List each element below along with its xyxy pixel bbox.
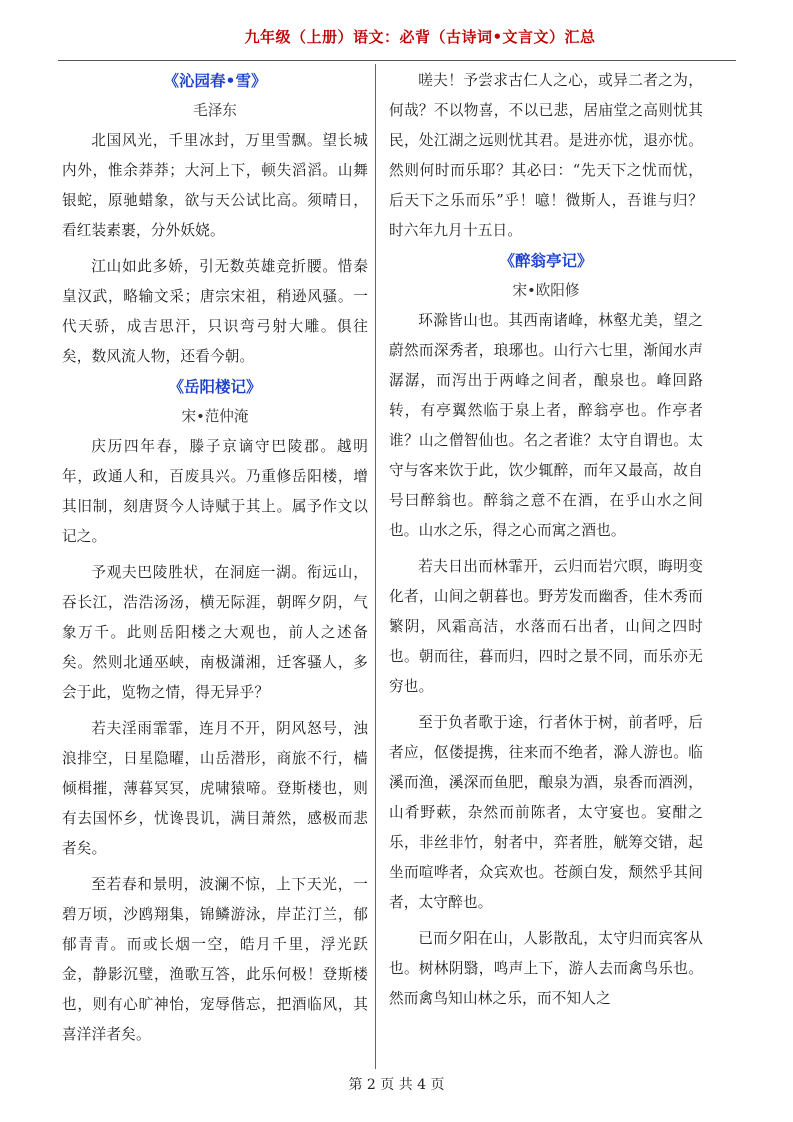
poem-stanza: 北国风光，千里冰封，万里雪飘。望长城内外，惟余莽莽；大河上下，顿失滔滔。山舞银蛇，原驰蜡象，欲与天公试比高。须晴日，看红装素裹，分外妖娆。 (62, 132, 368, 239)
essay-paragraph: 环滁皆山也。其西南诸峰，林壑尤美，望之蔚然而深秀者，琅琊也。山行六七里，渐闻水声潺潺，而泻出于两峰之间者，酿泉也。峰回路转，有亭翼然临于泉上者，醉翁亭也。作亭者谁？山之僧智仙也。名之者谁？太守自谓也。太守与客来饮于此，饮少辄醉，而年又最高，故自号曰醉翁也。醉翁之意不在酒，在乎山水之间也。山水之乐，得之心而寓之酒也。 (389, 312, 703, 539)
page-number: 第 2 页 共 4 页 (348, 1077, 445, 1093)
poem-stanza: 江山如此多娇，引无数英雄竞折腰。惜秦皇汉武，略输文采；唐宗宋祖，稍逊风骚。一代天骄，成吉思汗，只识弯弓射大雕。俱往矣，数风流人物，还看今朝。 (62, 258, 368, 365)
essay-author: 宋•欧阳修 (512, 282, 580, 299)
essay-paragraph: 至若春和景明，波澜不惊，上下天光，一碧万顷，沙鸥翔集，锦鳞游泳，岸芷汀兰，郁郁青青。而或长烟一空，皓月千里，浮光跃金，静影沉璧，渔歌互答，此乐何极！登斯楼也，则有心旷神怡，宠辱偕忘，把酒临风，其喜洋洋者矣。 (62, 876, 368, 1043)
essay-paragraph: 已而夕阳在山，人影散乱，太守归而宾客从也。树林阴翳，鸣声上下，游人去而禽鸟乐也。然而禽鸟知山林之乐，而不知人之 (389, 930, 703, 1007)
essay-paragraph: 予观夫巴陵胜状，在洞庭一湖。衔远山，吞长江，浩浩汤汤，横无际涯，朝晖夕阴，气象万千。此则岳阳楼之大观也，前人之述备矣。然则北通巫峡，南极潇湘，迁客骚人，多会于此，览物之情，得无异乎？ (62, 564, 368, 701)
left-column (62, 66, 368, 1050)
poem-author: 毛泽东 (193, 102, 237, 119)
header-divider (58, 60, 736, 61)
page-header-title: 九年级（上册）语文：必背（古诗词•文言文）汇总 (244, 28, 596, 46)
poem-title: 《沁园春•雪》 (163, 72, 267, 90)
essay-paragraph: 若夫日出而林霏开，云归而岩穴暝，晦明变化者，山间之朝暮也。野芳发而幽香，佳木秀而繁阴，风霜高洁，水落而石出者，山间之四时也。朝而往，暮而归，四时之景不同，而乐亦无穷也。 (389, 558, 703, 695)
essay-paragraph: 庆历四年春，滕子京谪守巴陵郡。越明年，政通人和，百废具兴。乃重修岳阳楼，增其旧制，刻唐贤今人诗赋于其上。属予作文以记之。 (62, 438, 368, 545)
essay-title: 《醉翁亭记》 (499, 252, 593, 270)
essay-title: 《岳阳楼记》 (168, 378, 262, 396)
essay-paragraph: 若夫淫雨霏霏，连月不开，阴风怒号，浊浪排空，日星隐曜，山岳潜形，商旅不行，樯倾楫摧，薄暮冥冥，虎啸猿啼。登斯楼也，则有去国怀乡，忧谗畏讥，满目萧然，感极而悲者矣。 (62, 720, 368, 857)
essay-paragraph: 至于负者歌于途，行者休于树，前者呼，后者应，伛偻提携，往来而不绝者，滁人游也。临溪而渔，溪深而鱼肥，酿泉为酒，泉香而酒洌，山肴野蔌，杂然而前陈者，太守宴也。宴酣之乐，非丝非竹，射者中，弈者胜，觥筹交错，起坐而喧哗者，众宾欢也。苍颜白发，颓然乎其间者，太守醉也。 (389, 714, 703, 911)
essay-author: 宋•范仲淹 (181, 408, 249, 425)
column-divider (375, 64, 376, 1069)
right-column (389, 66, 703, 1014)
essay-paragraph: 嗟夫！予尝求古仁人之心，或异二者之为，何哉？不以物喜，不以已悲，居庙堂之高则忧其民，处江湖之远则忧其君。是进亦忧，退亦忧。然则何时而乐耶？其必曰：“先天下之忧而忧，后天下之乐而乐”乎！噫！微斯人，吾谁与归？时六年九月十五日。 (389, 72, 703, 239)
